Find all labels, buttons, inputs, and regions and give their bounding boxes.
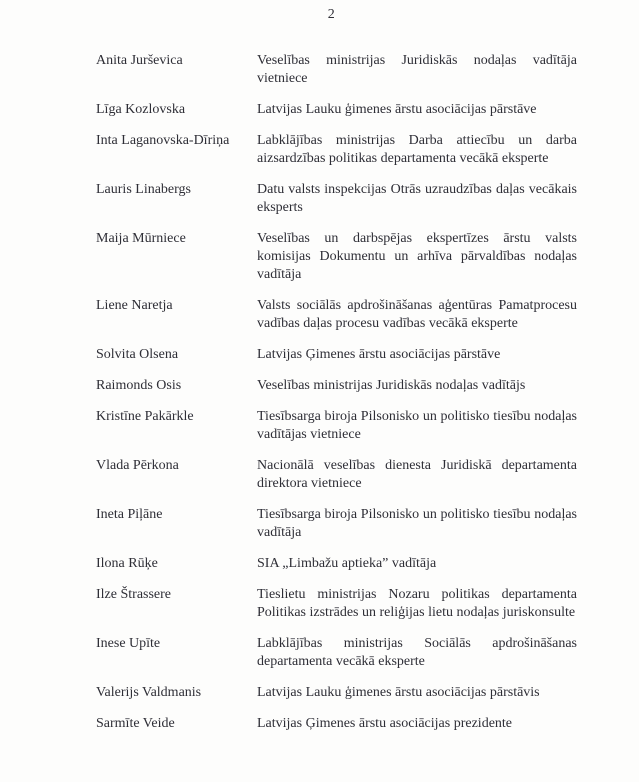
participant-name: Vlada Pērkona xyxy=(96,458,179,473)
participant-name: Valerijs Valdmanis xyxy=(96,685,202,700)
participant-role: SIA „Limbažu aptieka” vadītāja xyxy=(257,556,437,571)
participant-role: Labklājības ministrijas Sociālās apdrošināšanas departamenta vecākā eksperte xyxy=(257,636,577,669)
list-item xyxy=(96,408,577,444)
participant-role: Veselības ministrijas Juridiskās nodaļas vadītājs xyxy=(257,378,526,393)
list-item xyxy=(96,101,577,119)
participant-name: Liene Naretja xyxy=(96,298,173,313)
participant-name: Maija Mūrniece xyxy=(96,231,186,246)
participant-role: Valsts sociālās apdrošināšanas aģentūras Pamatprocesu vadības daļas procesu vadības vecākā eksperte xyxy=(257,298,577,331)
participant-role: Latvijas Ģimenes ārstu asociācijas prezidente xyxy=(257,716,513,731)
list-item xyxy=(96,297,577,333)
participant-role: Veselības un darbspējas ekspertīzes ārstu valsts komisijas Dokumentu un arhīva pārvaldības nodaļas vadītāja xyxy=(257,231,577,282)
list-item xyxy=(96,586,577,622)
participant-role: Tiesībsarga biroja Pilsonisko un politisko tiesību nodaļas vadītājas vietniece xyxy=(257,409,577,442)
list-item xyxy=(96,715,577,733)
participant-name: Lauris Linabergs xyxy=(96,182,191,197)
list-item xyxy=(96,457,577,493)
participant-role: Tieslietu ministrijas Nozaru politikas departamenta Politikas izstrādes un reliģijas lietu nodaļas juriskonsulte xyxy=(257,587,577,620)
list-item xyxy=(96,52,577,88)
participant-name: Raimonds Osis xyxy=(96,378,182,393)
participant-name: Solvita Olsena xyxy=(96,347,179,362)
participant-list xyxy=(96,52,577,733)
participant-name: Inese Upīte xyxy=(96,636,161,651)
participant-role: Veselības ministrijas Juridiskās nodaļas vadītāja vietniece xyxy=(257,53,577,86)
participant-role: Tiesībsarga biroja Pilsonisko un politisko tiesību nodaļas vadītāja xyxy=(257,507,577,540)
list-item xyxy=(96,635,577,671)
participant-role: Labklājības ministrijas Darba attiecību un darba aizsardzības politikas departamenta vecākā eksperte xyxy=(257,133,577,166)
list-item xyxy=(96,132,577,168)
list-item xyxy=(96,181,577,217)
list-item xyxy=(96,377,577,395)
participant-name: Ilze Štrassere xyxy=(96,587,172,602)
participant-name: Sarmīte Veide xyxy=(96,716,175,731)
participant-name: Inta Laganovska-Dīriņa xyxy=(96,133,230,148)
participant-role: Latvijas Lauku ģimenes ārstu asociācijas pārstāvis xyxy=(257,685,540,700)
list-item xyxy=(96,506,577,542)
participant-role: Datu valsts inspekcijas Otrās uzraudzības daļas vecākais eksperts xyxy=(257,182,577,215)
list-item xyxy=(96,346,577,364)
list-item xyxy=(96,684,577,702)
participant-name: Ineta Piļāne xyxy=(96,507,163,522)
list-item xyxy=(96,555,577,573)
participant-name: Ilona Rūķe xyxy=(96,556,158,571)
participant-role: Latvijas Ģimenes ārstu asociācijas pārstāve xyxy=(257,347,501,362)
participant-role: Latvijas Lauku ģimenes ārstu asociācijas pārstāve xyxy=(257,102,537,117)
page-number: 2 xyxy=(327,7,336,22)
participant-role: Nacionālā veselības dienesta Juridiskā departamenta direktora vietniece xyxy=(257,458,577,491)
list-item xyxy=(96,230,577,284)
participant-name: Anita Jurševica xyxy=(96,53,183,68)
participant-name: Līga Kozlovska xyxy=(96,102,186,117)
participant-name: Kristīne Pakārkle xyxy=(96,409,194,424)
